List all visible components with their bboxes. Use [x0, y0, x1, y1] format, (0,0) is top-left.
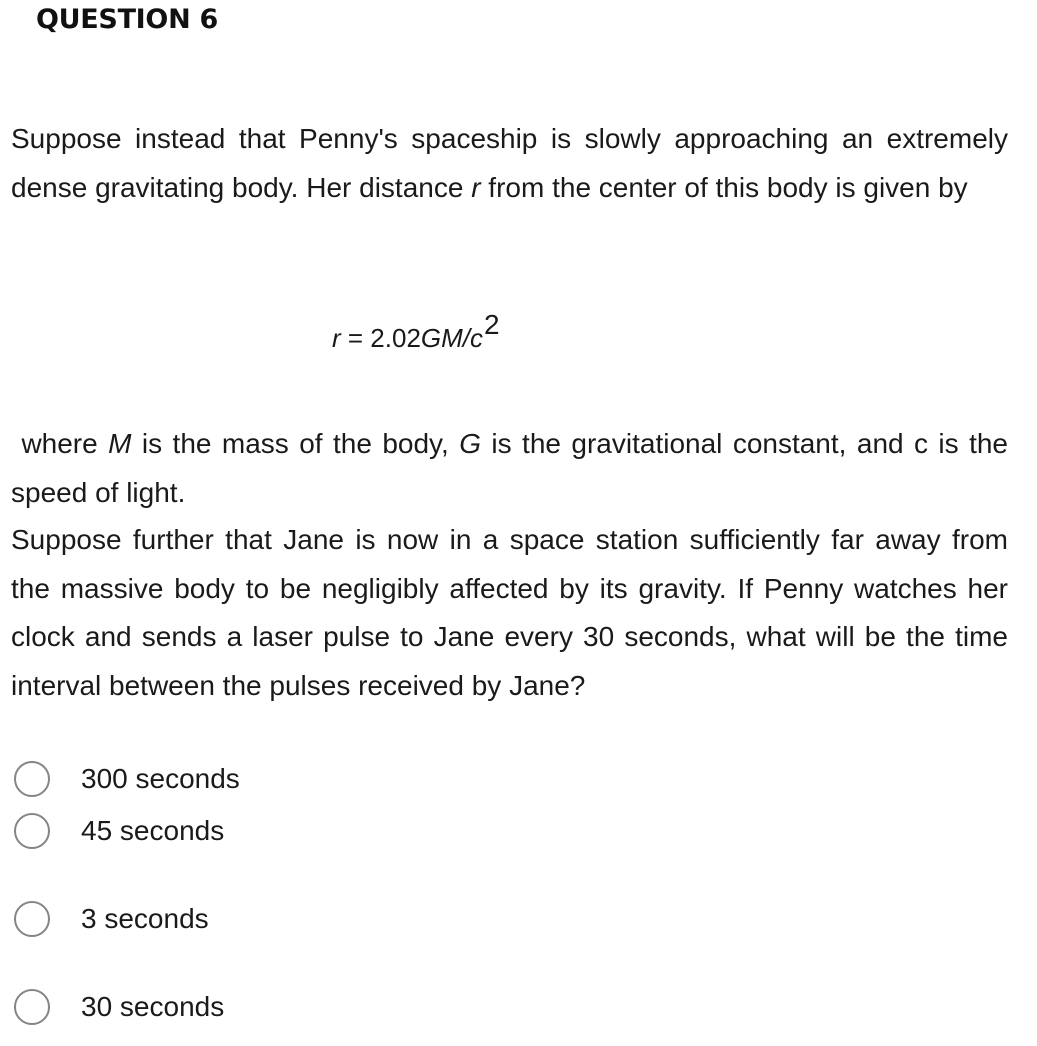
equation-constant: = 2.02 [340, 323, 421, 353]
equation-rhs: GM/c [420, 323, 484, 353]
definitions-part-3: is the gravitational constant, and c is the speed of light. [11, 428, 1009, 508]
radio-button-icon[interactable] [14, 813, 50, 849]
intro-text-part-2: from the center of this body is given by [480, 171, 968, 203]
answer-option[interactable] [14, 811, 224, 851]
answer-option-label[interactable]: 300 seconds [81, 763, 240, 794]
answer-option-label[interactable]: 3 seconds [81, 903, 209, 934]
question-intro-text [11, 115, 1008, 212]
definitions-part-1: where [21, 428, 109, 459]
answer-option-label[interactable]: 45 seconds [81, 815, 225, 846]
answer-option[interactable] [14, 987, 224, 1027]
question-prompt-text: Suppose further that Jane is now in a space station sufficiently far away from the massive body to be negligibly affected by its gravity. If Penny watches her clock and sends a laser pulse to Jane every 30 seconds, what will be the time interval between the pulses received by Jane? [11, 524, 1008, 701]
radio-button-icon[interactable] [14, 761, 50, 797]
intro-text-part-1: Suppose instead that Penny's spaceship is slowly approaching an extremely dense gravitating body. Her distance [11, 123, 1008, 203]
question-title: QUESTION 6 [36, 4, 218, 35]
variable-r: r [471, 171, 481, 203]
answer-option[interactable] [14, 899, 209, 939]
equation-lhs: r [332, 323, 341, 353]
definitions-part-2: is the mass of the body, [131, 428, 460, 459]
radius-equation [332, 309, 500, 354]
variable-definitions-text [11, 420, 1008, 517]
answer-option[interactable] [14, 759, 240, 799]
radio-button-icon[interactable] [14, 989, 50, 1025]
variable-m: M [108, 428, 132, 459]
variable-g: G [459, 428, 481, 459]
answer-option-label[interactable]: 30 seconds [81, 991, 225, 1022]
equation-exponent: 2 [484, 309, 500, 340]
radio-button-icon[interactable] [14, 901, 50, 937]
